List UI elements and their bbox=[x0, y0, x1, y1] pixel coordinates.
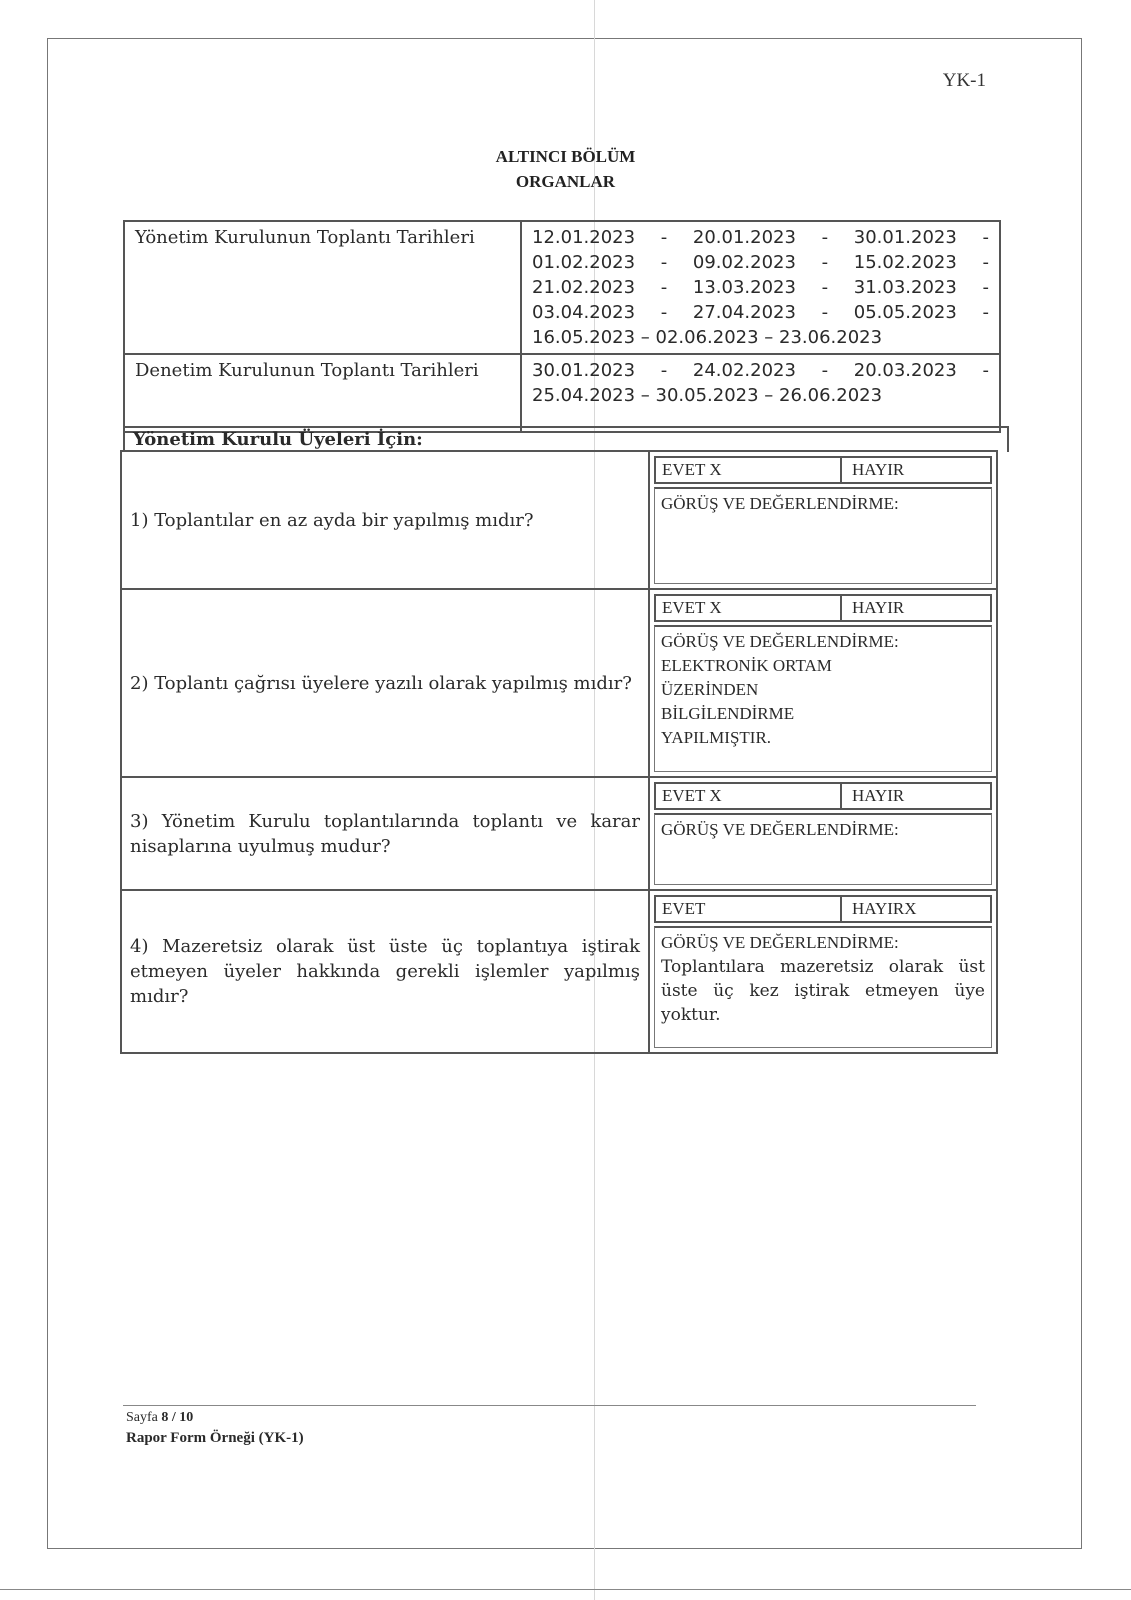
date-separator: - bbox=[821, 277, 829, 298]
members-heading: Yönetim Kurulu Üyeleri İçin: bbox=[123, 426, 1009, 452]
date: 20.03.2023 bbox=[853, 360, 957, 381]
no-option: HAYIR bbox=[852, 786, 905, 805]
page-prefix: Sayfa bbox=[126, 1410, 158, 1425]
date-separator: - bbox=[982, 277, 989, 298]
footer-divider bbox=[123, 1405, 976, 1406]
date-separator: - bbox=[660, 360, 668, 381]
section-title: ALTINCI BÖLÜM bbox=[495, 147, 636, 166]
board-meetings-row bbox=[124, 221, 1000, 354]
date-line bbox=[532, 358, 989, 383]
date: 21.02.2023 bbox=[532, 277, 636, 298]
questions-table bbox=[120, 450, 998, 1054]
date: 30.01.2023 bbox=[532, 360, 636, 381]
date: 05.05.2023 bbox=[853, 302, 957, 323]
date: 20.01.2023 bbox=[692, 227, 796, 248]
question-text: 3) Yönetim Kurulu toplantılarında toplantı ve karar nisaplarına uyulmuş mudur? bbox=[121, 777, 649, 890]
date-line bbox=[532, 225, 989, 250]
date: 30.01.2023 bbox=[853, 227, 957, 248]
date-separator: - bbox=[660, 227, 668, 248]
audit-meetings-dates bbox=[521, 354, 1000, 432]
yes-no-box bbox=[654, 782, 992, 810]
yes-option: EVET X bbox=[656, 458, 842, 482]
page-count: 8 / 10 bbox=[161, 1410, 194, 1425]
no-option: HAYIR bbox=[852, 598, 905, 617]
evaluation-text: ELEKTRONİK ORTAM ÜZERİNDEN BİLGİLENDİRME YAPILMIŞTIR. bbox=[661, 656, 832, 747]
date-separator: - bbox=[660, 302, 668, 323]
evaluation-label: GÖRÜŞ VE DEĞERLENDİRME: bbox=[661, 632, 899, 651]
date: 31.03.2023 bbox=[853, 277, 957, 298]
question-row bbox=[121, 777, 997, 890]
evaluation-text: Toplantılara mazeretsiz olarak üst üste üç kez iştirak etmeyen üye yoktur. bbox=[661, 957, 985, 1025]
meeting-dates-table bbox=[123, 220, 1001, 433]
scan-edge-line bbox=[0, 1589, 1131, 1590]
date-line bbox=[532, 300, 989, 325]
date-line bbox=[532, 250, 989, 275]
date: 03.04.2023 bbox=[532, 302, 636, 323]
yes-option: EVET X bbox=[656, 784, 842, 808]
date-separator: - bbox=[821, 360, 829, 381]
date-separator: - bbox=[821, 252, 829, 273]
date: 13.03.2023 bbox=[692, 277, 796, 298]
date: 27.04.2023 bbox=[692, 302, 796, 323]
board-meetings-dates bbox=[521, 221, 1000, 354]
date: 09.02.2023 bbox=[692, 252, 796, 273]
question-row bbox=[121, 890, 997, 1053]
evaluation-box bbox=[654, 487, 992, 584]
date-line bbox=[532, 275, 989, 300]
evaluation-label: GÖRÜŞ VE DEĞERLENDİRME: bbox=[661, 494, 899, 513]
yes-option: EVET X bbox=[656, 596, 842, 620]
answer-cell bbox=[649, 451, 997, 589]
evaluation-box bbox=[654, 625, 992, 772]
no-option: HAYIRX bbox=[852, 899, 917, 918]
yes-no-box bbox=[654, 456, 992, 484]
date-separator: - bbox=[982, 360, 989, 381]
audit-meetings-label: Denetim Kurulunun Toplantı Tarihleri bbox=[124, 354, 521, 432]
evaluation-box bbox=[654, 926, 992, 1048]
date-line-last: 25.04.2023 – 30.05.2023 – 26.06.2023 bbox=[532, 385, 883, 406]
question-row bbox=[121, 589, 997, 777]
date-separator: - bbox=[821, 302, 829, 323]
date-separator: - bbox=[660, 252, 668, 273]
date-line-last: 16.05.2023 – 02.06.2023 – 23.06.2023 bbox=[532, 327, 883, 348]
date-separator: - bbox=[660, 277, 668, 298]
date: 24.02.2023 bbox=[692, 360, 796, 381]
date-separator: - bbox=[982, 302, 989, 323]
answer-cell bbox=[649, 589, 997, 777]
evaluation-label: GÖRÜŞ VE DEĞERLENDİRME: bbox=[661, 820, 899, 839]
document-code: YK-1 bbox=[942, 70, 986, 91]
board-meetings-label: Yönetim Kurulunun Toplantı Tarihleri bbox=[124, 221, 521, 354]
date-separator: - bbox=[982, 227, 989, 248]
yes-no-box bbox=[654, 594, 992, 622]
form-name: Rapor Form Örneği (YK-1) bbox=[126, 1430, 304, 1446]
answer-cell bbox=[649, 777, 997, 890]
question-text: 1) Toplantılar en az ayda bir yapılmış mıdır? bbox=[121, 451, 649, 589]
date-separator: - bbox=[821, 227, 829, 248]
question-row bbox=[121, 451, 997, 589]
date: 12.01.2023 bbox=[532, 227, 636, 248]
question-text: 4) Mazeretsiz olarak üst üste üç toplantıya iştirak etmeyen üyeler hakkında gerekli işlemler yapılmış mıdır? bbox=[121, 890, 649, 1053]
answer-cell bbox=[649, 890, 997, 1053]
audit-meetings-row bbox=[124, 354, 1000, 432]
date-separator: - bbox=[982, 252, 989, 273]
question-text: 2) Toplantı çağrısı üyelere yazılı olarak yapılmış mıdır? bbox=[121, 589, 649, 777]
page-number bbox=[126, 1410, 193, 1426]
evaluation-label: GÖRÜŞ VE DEĞERLENDİRME: bbox=[661, 933, 899, 952]
date: 15.02.2023 bbox=[853, 252, 957, 273]
date: 01.02.2023 bbox=[532, 252, 636, 273]
section-subtitle: ORGANLAR bbox=[515, 172, 616, 191]
evaluation-box bbox=[654, 813, 992, 885]
yes-no-box bbox=[654, 895, 992, 923]
yes-option: EVET bbox=[656, 897, 842, 921]
no-option: HAYIR bbox=[852, 460, 905, 479]
